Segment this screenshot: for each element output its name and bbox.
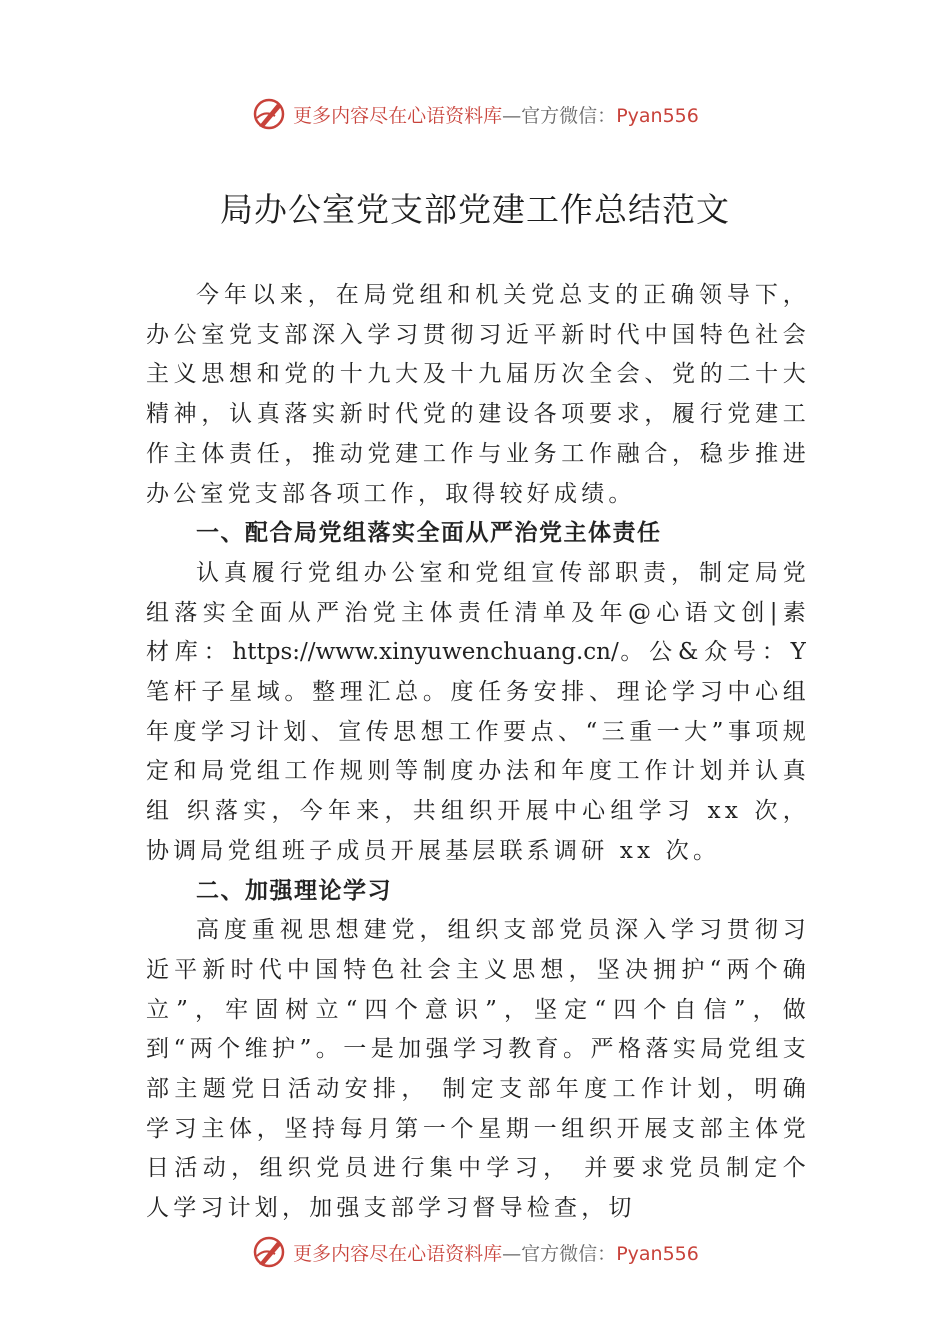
- pen-logo-icon: [251, 1234, 287, 1270]
- document-title: 局办公室党支部党建工作总结范文: [220, 190, 730, 229]
- section-1-paragraph: 认真履行党组办公室和党组宣传部职责，制定局党组落实全面从严治党主体责任清单及年@心语文创|素材库：https://www.xinyuwenchuang.cn/。公&众号：Y笔杆子星域。整理汇总。度任务安排、理论学习中心组年度学习计划、宣传思想工作要点、“三重一大”事项规定和局党组工作规则等制度办法和年度工作计划并认真组 织落实，今年来，共组织开展中心组学习 xx 次，协调局党组班子成员开展基层联系调研 xx 次。: [146, 559, 810, 864]
- intro-paragraph: 今年以来，在局党组和机关党总支的正确领导下，办公室党支部深入学习贯彻习近平新时代中国特色社会主义思想和党的十九大及十九届历次全会、党的二十大精神，认真落实新时代党的建设各项要求，履行党建工作主体责任，推动党建工作与业务工作融合，稳步推进办公室党支部各项工作，取得较好成绩。: [146, 282, 810, 507]
- document-body: [146, 276, 810, 1229]
- banner-text: 更多内容尽在心语资料库—官方微信：Pyan556: [293, 104, 699, 127]
- pen-logo-icon: [251, 96, 287, 132]
- footer-banner: [0, 1232, 950, 1272]
- website-url: https://www.xinyuwenchuang.cn/: [232, 639, 619, 666]
- banner-text: 更多内容尽在心语资料库—官方微信：Pyan556: [293, 1242, 699, 1265]
- section-heading-2: 二、加强理论学习: [196, 877, 392, 904]
- section-heading-1: 一、配合局党组落实全面从严治党主体责任: [196, 520, 662, 547]
- section-2-paragraph: 高度重视思想建党，组织支部党员深入学习贯彻习近平新时代中国特色社会主义思想，坚决拥护“两个确立”，牢固树立“四个意识”，坚定“四个自信”，做到“两个维护”。一是加强学习教育。严格落实局党组支部主题党日活动安排， 制定支部年度工作计划，明确学习主体，坚持每月第一个星期一组织开展支部主体党日活动，组织党员进行集中学习， 并要求党员制定个人学习计划，加强支部学习督导检查，切: [146, 917, 810, 1222]
- header-banner: [0, 94, 950, 134]
